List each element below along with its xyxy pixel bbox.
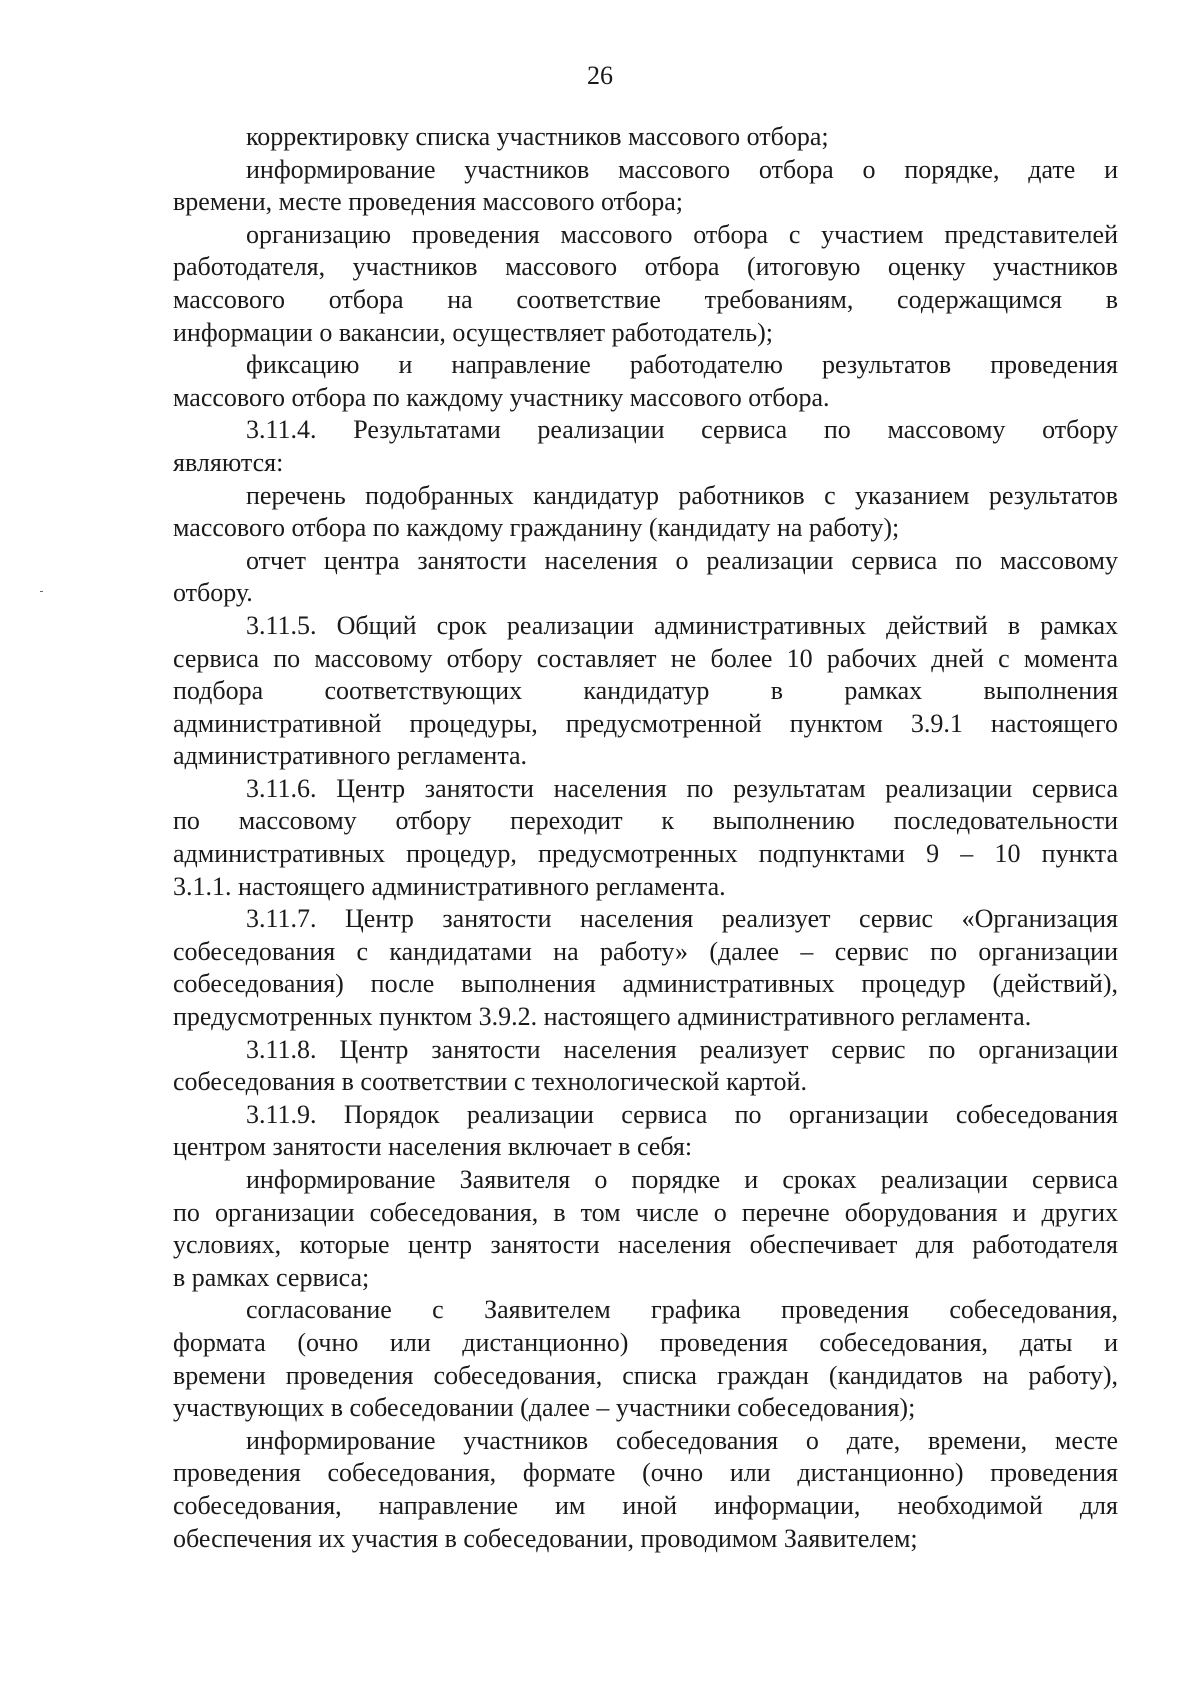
text-line: времени проведения собеседования, списка граждан (кандидатов на работу), [173,1360,1118,1390]
paragraph-p2 [173,154,1118,219]
text-line: по организации собеседования, в том числе о перечне оборудования и других [173,1197,1118,1227]
paragraph-p10 [173,903,1118,1033]
paragraph-p11 [173,1034,1118,1099]
text-line: административного регламента. [173,741,528,771]
text-line: собеседования в соответствии с технологической картой. [173,1067,807,1097]
text-line: по массовому отбору переходит к выполнению последовательности [173,806,1118,836]
text-line: центром занятости населения включает в себя: [173,1132,693,1162]
text-line: массового отбора на соответствие требованиям, содержащимся в [173,284,1118,314]
text-line: собеседования, направление им иной информации, необходимой для [173,1490,1118,1520]
text-line: сервиса по массовому отбору составляет не более 10 рабочих дней с момента [173,643,1118,673]
paragraph-p3 [173,219,1118,349]
document-body [173,121,1118,1555]
text-line: корректировку списка участников массового отбора; [246,122,829,151]
text-line: являются: [173,447,284,477]
text-line: фиксацию и направление работодателю результатов проведения [246,350,1118,380]
paragraph-p7 [173,545,1118,610]
text-line: формата (очно или дистанционно) проведения собеседования, даты и [173,1327,1118,1357]
text-line: в рамках сервиса; [173,1262,370,1292]
text-line: организацию проведения массового отбора с участием представителей [246,219,1118,249]
text-line: собеседования с кандидатами на работу» (далее – сервис по организации [173,936,1118,966]
text-line: 3.11.6. Центр занятости населения по результатам реализации сервиса [246,773,1118,803]
text-line: участвующих в собеседовании (далее – участники собеседования); [173,1393,916,1423]
paragraph-p13 [173,1164,1118,1294]
paragraph-p15 [173,1425,1118,1555]
text-line: условиях, которые центр занятости населения обеспечивает для работодателя [173,1230,1118,1260]
text-line: согласование с Заявителем графика проведения собеседования, [246,1295,1118,1325]
text-line: 3.11.5. Общий срок реализации административных действий в рамках [246,610,1118,640]
text-line: 3.11.9. Порядок реализации сервиса по организации собеседования [246,1099,1118,1129]
text-line: массового отбора по каждому участнику массового отбора. [173,382,830,412]
text-line: 3.11.7. Центр занятости населения реализует сервис «Организация [246,904,1118,934]
text-line: массового отбора по каждому гражданину (кандидату на работу); [173,513,900,543]
paragraph-p9 [173,773,1118,903]
text-line: информирование участников собеседования о дате, времени, месте [246,1425,1118,1455]
paragraph-p14 [173,1294,1118,1424]
text-line: обеспечения их участия в собеседовании, проводимом Заявителем; [173,1523,918,1553]
text-line: отчет центра занятости населения о реализации сервиса по массовому [246,545,1118,575]
text-line: времени, месте проведения массового отбора; [173,187,684,217]
paragraph-p5 [173,414,1118,479]
scan-margin-mark [40,591,43,592]
text-line: перечень подобранных кандидатур работников с указанием результатов [246,480,1118,510]
text-line: информирование Заявителя о порядке и сроках реализации сервиса [246,1165,1118,1194]
text-line: 3.1.1. настоящего административного регламента. [173,871,726,901]
paragraph-p1 [173,121,1118,154]
text-line: подбора соответствующих кандидатур в рамках выполнения [173,676,1118,706]
paragraph-p8 [173,610,1118,773]
paragraph-p4 [173,349,1118,414]
text-line: собеседования) после выполнения административных процедур (действий), [173,969,1118,999]
text-line: предусмотренных пунктом 3.9.2. настоящего административного регламента. [173,1002,1032,1032]
text-line: работодателя, участников массового отбора (итоговую оценку участников [173,252,1118,282]
text-line: 3.11.4. Результатами реализации сервиса по массовому отбору [246,415,1118,445]
text-line: информирование участников массового отбора о порядке, дате и [246,154,1118,184]
page-number: 26 [587,61,613,90]
text-line: отбору. [173,578,253,608]
paragraph-p12 [173,1099,1118,1164]
text-line: информации о вакансии, осуществляет работодатель); [173,317,774,347]
text-line: проведения собеседования, формате (очно или дистанционно) проведения [173,1458,1118,1488]
text-line: административных процедур, предусмотренных подпунктами 9 – 10 пункта [173,839,1118,869]
paragraph-p6 [173,480,1118,545]
text-line: 3.11.8. Центр занятости населения реализует сервис по организации [246,1034,1118,1064]
text-line: административной процедуры, предусмотренной пунктом 3.9.1 настоящего [173,708,1118,738]
